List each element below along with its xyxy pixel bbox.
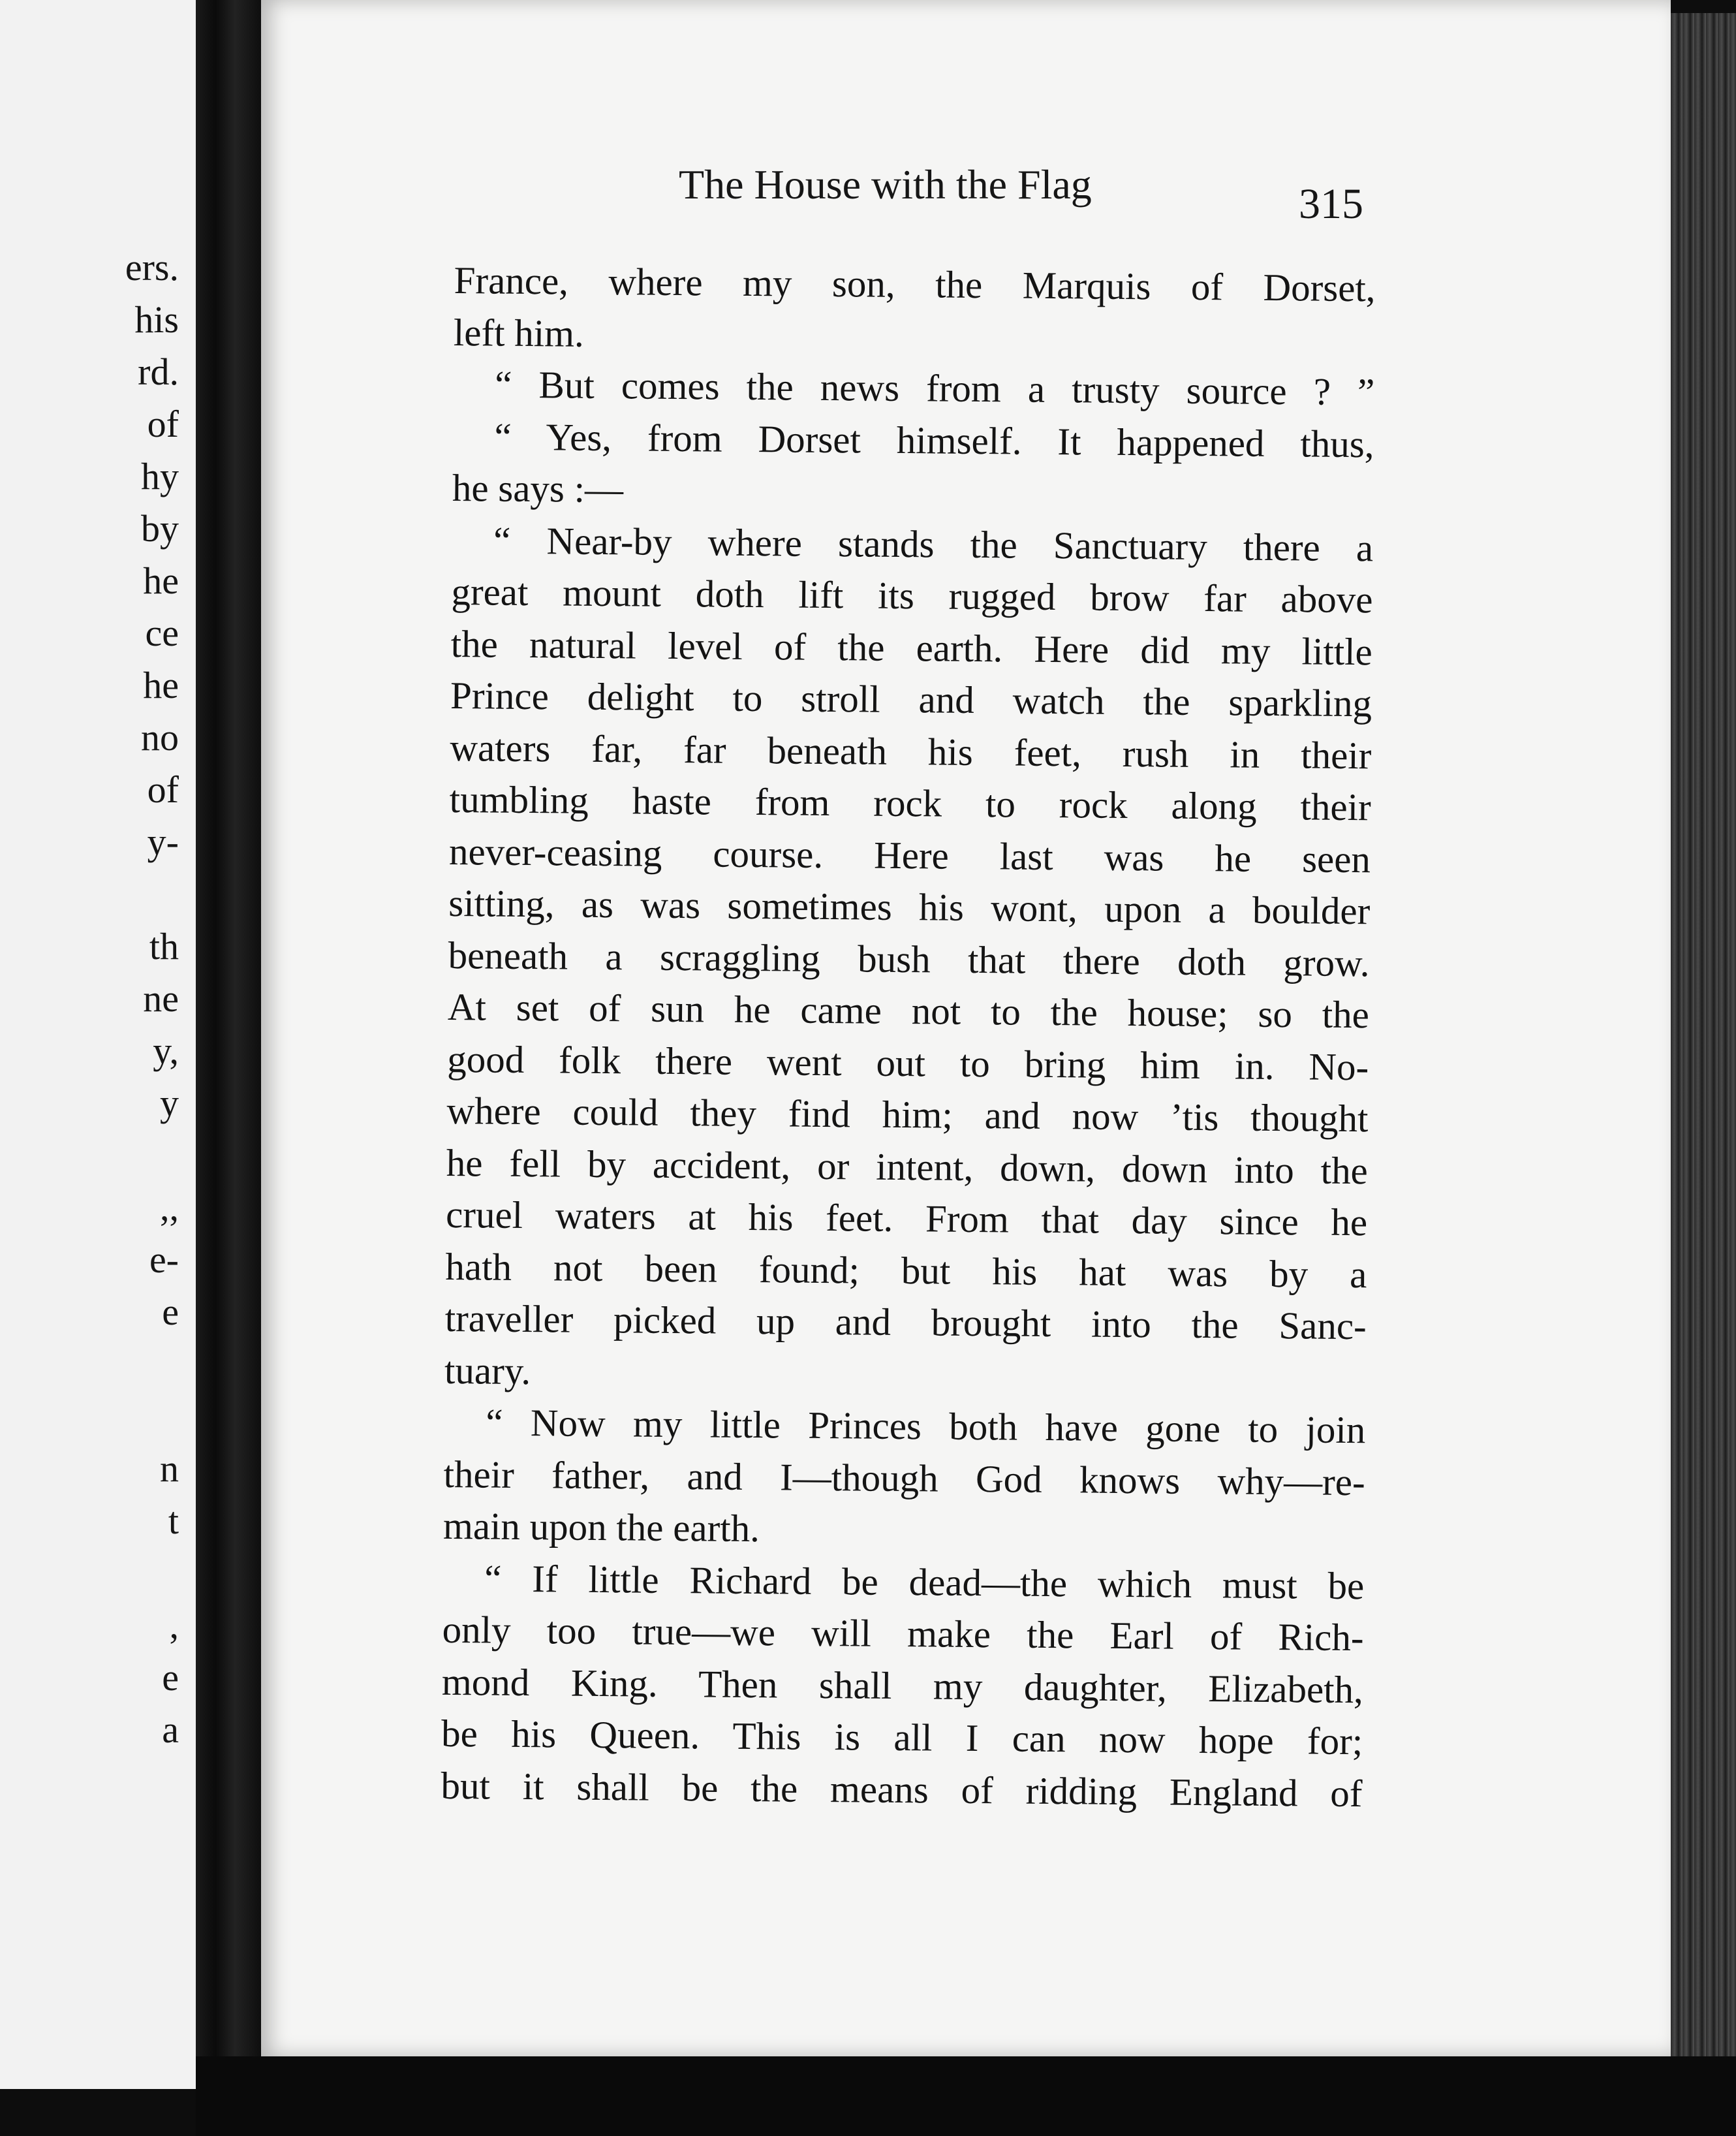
left-page-fragment: rd.	[138, 351, 179, 393]
left-page-fragment: ce	[145, 612, 179, 654]
left-page-fragment: hy	[141, 455, 179, 497]
left-page-text-fragments	[0, 242, 196, 1756]
text-line: but it shall be the means of ridding England of	[441, 1763, 1363, 1815]
text-line: their father, and I—though God knows why—re-	[443, 1452, 1365, 1503]
left-page-fragment: of	[147, 403, 179, 445]
text-line: good folk there went out to bring him in. No-	[446, 1037, 1369, 1088]
left-page-fragment: he	[143, 664, 179, 706]
left-page-fragment	[0, 1338, 196, 1390]
text-line: only too true—we will make the Earl of Rich-	[442, 1607, 1364, 1659]
text-line: At set of sun he came not to the house; so the	[447, 984, 1370, 1037]
running-head-title: The House with the Flag	[679, 161, 1092, 208]
left-page-fragment: n	[160, 1447, 179, 1490]
text-line: never-ceasing course. Here last was he seen	[448, 829, 1371, 881]
text-line: beneath a scraggling bush that there doth grow.	[448, 933, 1370, 984]
left-page-fragment	[0, 1129, 196, 1182]
left-page-fragment: no	[141, 716, 179, 759]
text-line: waters far, far beneath his feet, rush in their	[450, 725, 1372, 777]
text-line: “ Now my little Princes both have gone to join	[486, 1400, 1366, 1452]
left-page-fragment: y,	[153, 1029, 179, 1072]
body-text	[441, 255, 1376, 1819]
text-line: “ If little Richard be dead—the which must be	[484, 1556, 1365, 1607]
text-line: he says :—	[452, 465, 624, 511]
text-line: traveller picked up and brought into the Sanc-	[444, 1296, 1367, 1348]
text-line: great mount doth lift its rugged brow far above	[451, 569, 1373, 621]
text-line: hath not been found; but his hat was by a	[445, 1244, 1367, 1296]
left-page-fragment: th	[149, 925, 179, 967]
left-page-fragment: y-	[147, 821, 179, 863]
left-page-fragment: by	[141, 507, 179, 550]
left-page-fragment: ers.	[125, 246, 179, 289]
text-line: “ But comes the news from a trusty source ? ”	[494, 362, 1375, 414]
text-line: cruel waters at his feet. From that day since he	[445, 1192, 1368, 1244]
text-line: where could they find him; and now ’tis thought	[446, 1088, 1369, 1140]
page-edges	[1671, 13, 1736, 2082]
text-line: “ Near-by where stands the Sanctuary there a	[493, 518, 1374, 569]
text-line: mond King. Then shall my daughter, Elizabeth,	[441, 1659, 1364, 1711]
left-page-fragment: he	[143, 559, 179, 602]
text-line: tuary.	[444, 1348, 531, 1392]
bottom-shadow	[196, 2056, 1736, 2136]
text-line: “ Yes, from Dorset himself. It happened thus,	[494, 415, 1374, 465]
left-page-fragment: of	[147, 768, 179, 811]
left-page-fragment	[0, 868, 196, 920]
text-line: France, where my son, the Marquis of Dorset,	[454, 258, 1376, 310]
left-page-fragment: ne	[143, 977, 179, 1020]
left-page-fragment: e	[162, 1656, 179, 1699]
left-page	[0, 0, 202, 2089]
text-line: be his Queen. This is all I can now hope for;	[441, 1711, 1363, 1763]
left-page-fragment: his	[134, 298, 179, 341]
left-page-fragment: e-	[149, 1238, 179, 1281]
text-line: Prince delight to stroll and watch the sparkling	[450, 673, 1372, 725]
left-page-fragment: ,,	[160, 1186, 179, 1229]
text-line: he fell by accident, or intent, down, down into the	[446, 1140, 1369, 1192]
book-gutter	[196, 0, 261, 2136]
page-number: 315	[1299, 180, 1363, 228]
text-line: the natural level of the earth. Here did my little	[450, 621, 1373, 673]
text-line: tumbling haste from rock to rock along their	[449, 777, 1371, 829]
left-page-fragment: ,	[169, 1604, 179, 1646]
left-page-fragment	[0, 1547, 196, 1599]
left-page-fragment: e	[162, 1291, 179, 1333]
left-page-fragment: y	[160, 1082, 179, 1124]
left-page-fragment: t	[168, 1500, 179, 1542]
left-page-fragment	[0, 1390, 196, 1443]
text-line: sitting, as was sometimes his wont, upon a boulder	[448, 881, 1371, 933]
left-page-fragment: a	[162, 1708, 179, 1751]
text-line: left him.	[453, 310, 585, 355]
text-line: main upon the earth.	[442, 1503, 760, 1550]
